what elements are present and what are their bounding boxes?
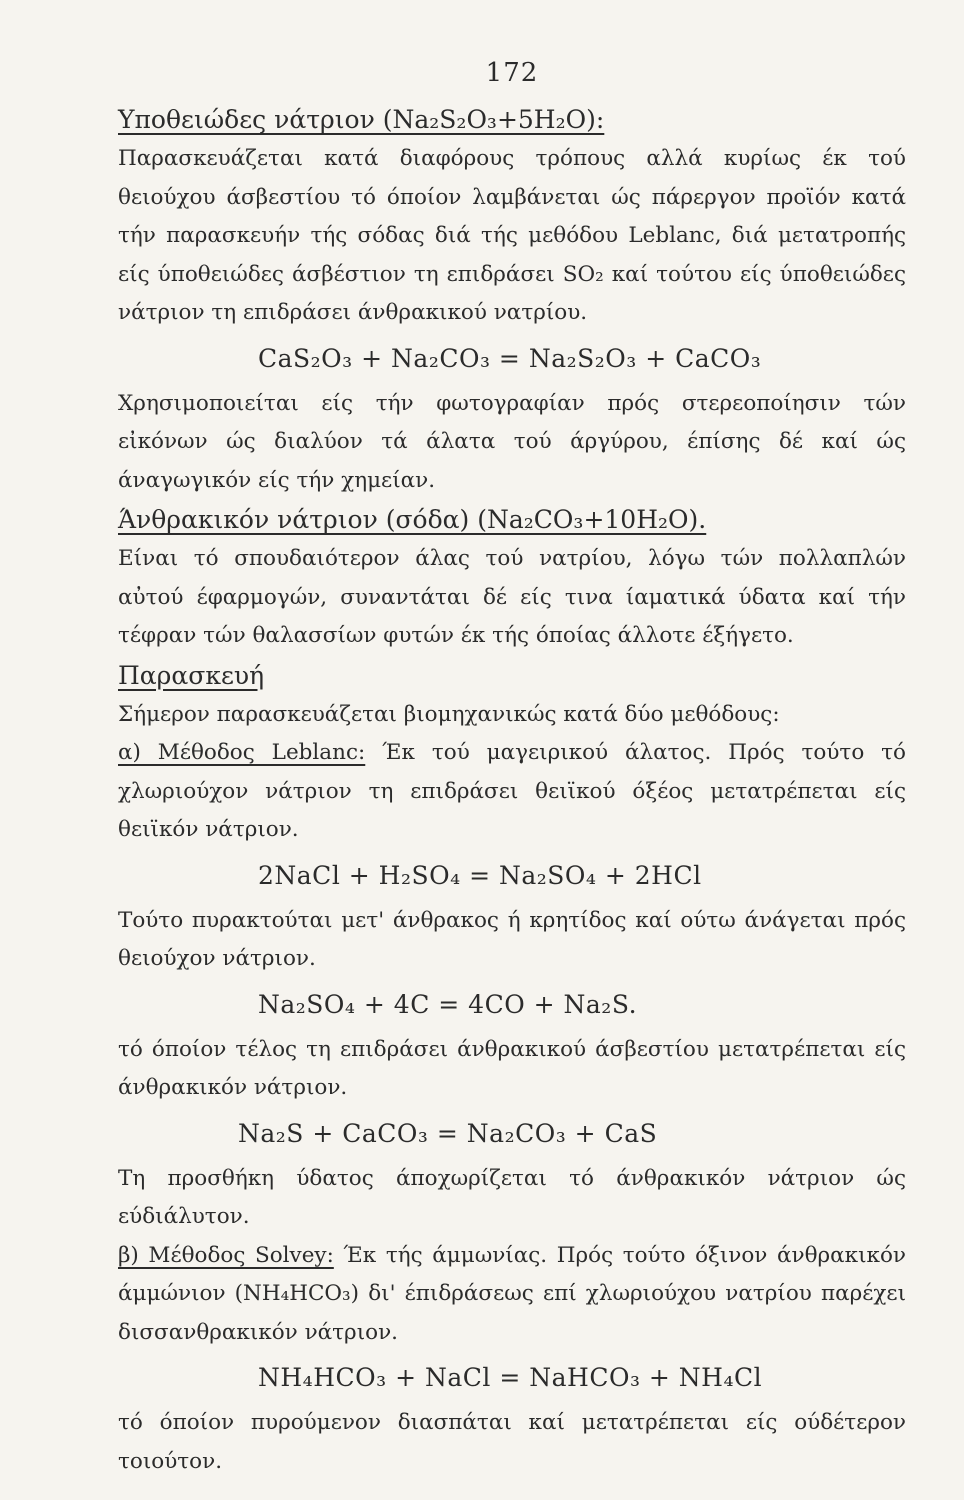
heading-carbonate-text: Άνθρακικόν νάτριον (σόδα) (Na₂CO₃+10H₂O). bbox=[118, 505, 707, 534]
text-solvay: Έκ τής άμμωνίας. Πρός τούτο όξινον άνθρακικόν άμμώνιον (NH₄HCO₃) δι' έπιδράσεως επί χλωριούχου νατρίου παρέχει δισσανθρακικόν νάτριον. bbox=[118, 1242, 906, 1345]
paragraph-solvay bbox=[118, 1237, 906, 1353]
equation-thiosulfate: CaS₂O₃ + Na₂CO₃ = Na₂S₂O₃ + CaCO₃ bbox=[258, 343, 762, 373]
paragraph-solvay-2: τό όποίον πυρούμενον διασπάται καί μετατρέπεται είς ούδέτερον τοιούτον. bbox=[118, 1410, 906, 1474]
paragraph-thiosulfate-use: Χρησιμοποιείται είς τήν φωτογραφίαν πρός στερεοποίησιν τών εἰκόνων ώς διαλύον τά άλατα τού άργύρου, έπίσης δέ καί ώς άναγωγικόν είς τήν χημείαν. bbox=[118, 390, 906, 493]
equation-leblanc-3: Na₂S + CaCO₃ = Na₂CO₃ + CaS bbox=[238, 1118, 658, 1148]
label-solvay: β) Μέθοδος Solvey: bbox=[118, 1242, 334, 1268]
paragraph-leblanc-2: Τούτο πυρακτούται μετ' άνθρακος ή κρητίδος καί ούτω άνάγεται πρός θειούχον νάτριον. bbox=[118, 907, 906, 971]
paragraph-carbonate: Είναι τό σπουδαιότερον άλας τού νατρίου, λόγω τών πολλαπλών αὐτού έφαρμογών, συναντάται δέ είς τινα ίαματικά ύδατα καί τήν τέφραν τών θαλασσίων φυτών έκ τής όποίας άλλοτε έξήγετο. bbox=[118, 546, 906, 648]
paragraph-thiosulfate-preparation: Παρασκευάζεται κατά διαφόρους τρόπους αλλά κυρίως έκ τού θειούχου άσβεστίου τό όποίον λαμβάνεται ώς πάρεργον προϊόν κατά τήν παρασκευήν τής σόδας διά τής μεθόδου Leblanc, διά μετατροπής είς ύποθειώδες άσβέστιον τη επιδράσει SO₂ καί τούτου είς ύποθειώδες νάτριον τη επιδράσει άνθρακικού νατρίου. bbox=[118, 146, 906, 325]
equation-leblanc-1: 2NaCl + H₂SO₄ = Na₂SO₄ + 2HCl bbox=[258, 860, 702, 890]
paragraph-leblanc-4: Τη προσθήκη ύδατος άποχωρίζεται τό άνθρακικόν νάτριον ώς εύδιάλυτον. bbox=[118, 1165, 906, 1229]
heading-thiosulfate-text: Υποθειώδες νάτριον (Na₂S₂O₃+5H₂O): bbox=[118, 105, 605, 134]
text-leblanc: Έκ τού μαγειρικού άλατος. Πρός τούτο τό χλωριούχον νάτριον τη επιδράσει θειϊκού όξέος μετατρέπεται είς θειϊκόν νάτριον. bbox=[118, 740, 907, 842]
paragraph-leblanc-3: τό όποίον τέλος τη επιδράσει άνθρακικού άσβεστίου μετατρέπεται είς άνθρακικόν νάτριον. bbox=[118, 1036, 906, 1100]
equation-leblanc-2: Na₂SO₄ + 4C = 4CO + Na₂S. bbox=[258, 989, 638, 1019]
heading-preparation bbox=[118, 656, 906, 696]
paragraph-leblanc bbox=[118, 734, 906, 850]
label-leblanc: α) Μέθοδος Leblanc: bbox=[118, 740, 366, 765]
equation-solvay: NH₄HCO₃ + NaCl = NaHCO₃ + NH₄Cl bbox=[258, 1363, 763, 1392]
heading-thiosulfate bbox=[118, 100, 906, 140]
page-number: 172 bbox=[485, 58, 539, 88]
heading-preparation-text: Παρασκευή bbox=[118, 660, 265, 690]
paragraph-preparation-intro: Σήμερον παρασκευάζεται βιομηχανικώς κατά δύο μεθόδους: bbox=[118, 701, 780, 727]
heading-carbonate bbox=[118, 500, 906, 540]
